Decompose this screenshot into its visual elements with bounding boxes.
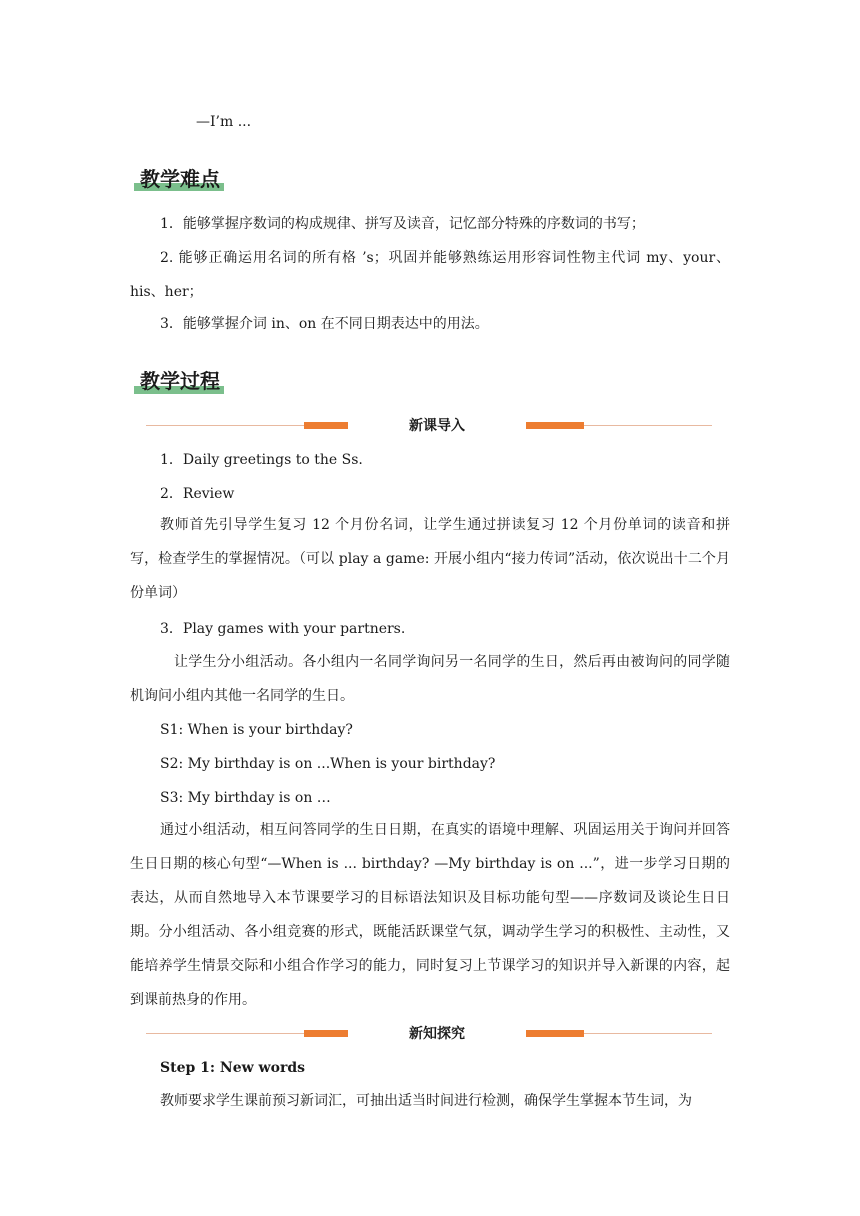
section-divider-intro	[146, 416, 712, 436]
divider-title: 新知探究	[409, 1026, 465, 1042]
review-paragraph: 教师首先引导学生复习 12 个月份名词，让学生通过拼读复习 12 个月份单词的读音和拼写，检查学生的掌握情况。（可以 play a game: 开展小组内“接力传词”活动，依次说出十二个月份单词）	[130, 517, 730, 601]
intro-item-3: 3．Play games with your partners.	[160, 621, 406, 637]
divider-line	[146, 1033, 304, 1034]
divider-accent	[304, 1030, 348, 1037]
summary-paragraph: 通过小组活动，相互问答同学的生日日期，在真实的语境中理解、巩固运用关于询问并回答生日日期的核心句型“—When is ... birthday? —My birthday is on ...”，进一步学习日期的表达，从而自然地导入本节课要学习的目标语法知识及目标功能句型——序数词及谈论生日日期。分小组活动、各小组竞赛的形式，既能活跃课堂气氛，调动学生学习的积极性、主动性，又能培养学生情景交际和小组合作学习的能力，同时复习上节课学习的知识并导入新课的内容，起到课前热身的作用。	[130, 822, 730, 1008]
divider-accent	[526, 422, 584, 429]
intro-item-2: 2．Review	[160, 486, 235, 502]
section-heading-process: 教学过程	[140, 369, 220, 393]
dialogue-line-s3: S3: My birthday is on …	[160, 790, 331, 806]
divider-title: 新课导入	[409, 418, 465, 434]
difficulty-item-1: 1．能够掌握序数词的构成规律、拼写及读音，记忆部分特殊的序数词的书写；	[160, 216, 645, 232]
step1-heading: Step 1: New words	[160, 1060, 305, 1076]
dialogue-line: —I’m ...	[196, 114, 252, 130]
dialogue-line-s2: S2: My birthday is on ...When is your birthday?	[160, 756, 496, 772]
difficulty-item-3: 3．能够掌握介词 in、on 在不同日期表达中的用法。	[160, 316, 489, 332]
divider-accent	[526, 1030, 584, 1037]
divider-line	[584, 1033, 712, 1034]
intro-item-1: 1．Daily greetings to the Ss.	[160, 452, 363, 468]
divider-line	[584, 425, 712, 426]
difficulty-item-2: 2. 能够正确运用名词的所有格 ’s；巩固并能够熟练运用形容词性物主代词 my、your、his、her；	[130, 250, 730, 300]
section-divider-explore	[146, 1024, 712, 1044]
dialogue-line-s1: S1: When is your birthday?	[160, 722, 353, 738]
step1-paragraph: 教师要求学生课前预习新词汇，可抽出适当时间进行检测，确保学生掌握本节生词，为	[160, 1093, 692, 1109]
divider-accent	[304, 422, 348, 429]
games-paragraph: 让学生分小组活动。各小组内一名同学询问另一名同学的生日，然后再由被询问的同学随机询问小组内其他一名同学的生日。	[130, 654, 730, 704]
section-heading-difficulty: 教学难点	[140, 167, 220, 191]
divider-line	[146, 425, 304, 426]
